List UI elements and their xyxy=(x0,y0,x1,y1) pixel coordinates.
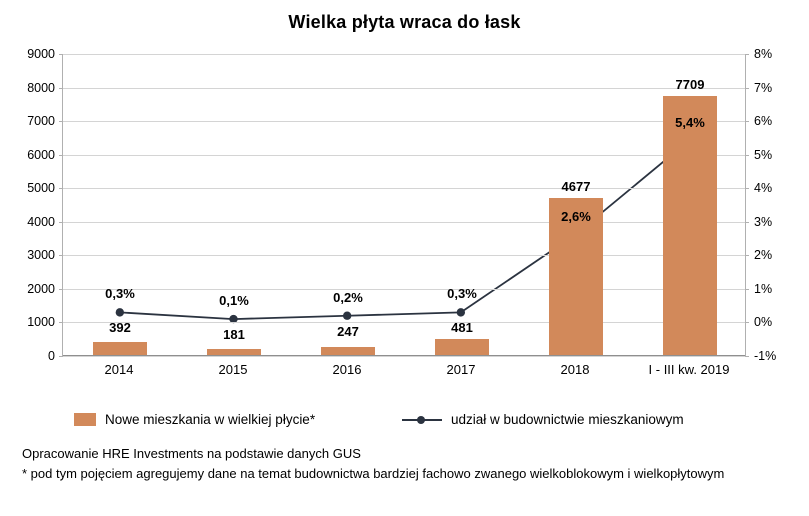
y-axis-right-tickmark xyxy=(745,255,749,256)
y-axis-left-tick-label: 0 xyxy=(48,349,55,363)
x-axis-tick-label: 2018 xyxy=(560,362,590,377)
y-axis-right-tick-label: 0% xyxy=(754,315,773,330)
gridline xyxy=(63,88,745,89)
y-axis-right-tickmark xyxy=(745,188,749,189)
line-value-label: 0,1% xyxy=(219,293,249,309)
y-axis-left-tick-label: 8000 xyxy=(27,80,55,95)
legend-swatch-bars xyxy=(74,413,96,426)
y-axis-right-tickmark xyxy=(745,322,749,323)
bar-value-label: 181 xyxy=(223,327,245,343)
gridline xyxy=(63,255,745,256)
gridline xyxy=(63,322,745,323)
y-axis-left-tickmark xyxy=(59,54,63,55)
gridline xyxy=(63,121,745,122)
line-value-label: 0,3% xyxy=(105,286,135,302)
line-series-marker xyxy=(457,308,465,316)
bar xyxy=(207,349,261,355)
y-axis-right-tickmark xyxy=(745,155,749,156)
y-axis-left-tickmark xyxy=(59,155,63,156)
y-axis-left-tickmark xyxy=(59,289,63,290)
legend-line-marker xyxy=(417,416,425,424)
legend-label-line: udział w budownictwie mieszkaniowym xyxy=(451,412,684,427)
y-axis-right-tick-label: 7% xyxy=(754,80,773,95)
y-axis-left-tick-label: 6000 xyxy=(27,147,55,162)
gridline xyxy=(63,222,745,223)
x-axis-tick-label: 2015 xyxy=(218,362,248,377)
y-axis-right-tickmark xyxy=(745,88,749,89)
bar xyxy=(663,96,717,355)
y-axis-left-tick-label: 7000 xyxy=(27,114,55,129)
legend-label-bars: Nowe mieszkania w wielkiej płycie* xyxy=(105,412,316,427)
y-axis-right-tick-label: 6% xyxy=(754,114,773,129)
line-series-overlay xyxy=(63,54,745,356)
y-axis-right-tick-label: 5% xyxy=(754,147,773,162)
x-axis-tick-label: 2016 xyxy=(332,362,362,377)
y-axis-right-tickmark xyxy=(745,356,749,357)
plot-area xyxy=(27,47,777,363)
chart-legend xyxy=(62,408,746,438)
bar xyxy=(93,342,147,355)
y-axis-left-tickmark xyxy=(59,88,63,89)
line-value-label: 5,4% xyxy=(675,115,705,131)
y-axis-left-tickmark xyxy=(59,222,63,223)
y-axis-right-tickmark xyxy=(745,289,749,290)
line-value-label: 0,2% xyxy=(333,289,363,305)
y-axis-left-tickmark xyxy=(59,322,63,323)
y-axis-right-tickmark xyxy=(745,222,749,223)
gridline xyxy=(63,188,745,189)
bar-value-label: 247 xyxy=(337,323,359,339)
bar xyxy=(435,339,489,355)
legend-item-bars xyxy=(74,412,315,427)
gridline xyxy=(63,356,745,357)
gridline xyxy=(63,289,745,290)
y-axis-left-tickmark xyxy=(59,188,63,189)
footnotes xyxy=(22,444,792,484)
gridline xyxy=(63,155,745,156)
y-axis-left-tick-label: 2000 xyxy=(27,281,55,296)
bar-value-label: 7709 xyxy=(675,77,705,93)
y-axis-left-tick-label: 5000 xyxy=(27,181,55,196)
y-axis-right-tick-label: 8% xyxy=(754,47,773,61)
line-series-marker xyxy=(116,308,124,316)
y-axis-right-tickmark xyxy=(745,121,749,122)
y-axis-left-tick-label: 1000 xyxy=(27,315,55,330)
y-axis-right-tick-label: 3% xyxy=(754,214,773,229)
gridline xyxy=(63,54,745,55)
y-axis-left-tick-label: 9000 xyxy=(27,47,55,61)
legend-marker-line xyxy=(402,414,442,426)
y-axis-left-tickmark xyxy=(59,121,63,122)
line-value-label: 2,6% xyxy=(561,209,591,225)
x-axis-tick-label: I - III kw. 2019 xyxy=(648,362,730,377)
x-axis-tick-label: 2017 xyxy=(446,362,476,377)
x-axis-line xyxy=(63,355,745,356)
legend-item-line xyxy=(402,412,684,427)
footnote-note: * pod tym pojęciem agregujemy dane na temat budownictwa bardziej fachowo zwanego wielkoblokowym i wielkopłytowym xyxy=(22,466,725,482)
bar-value-label: 392 xyxy=(109,320,131,336)
bar xyxy=(321,347,375,355)
bar-value-label: 4677 xyxy=(561,179,591,195)
y-axis-left-tickmark xyxy=(59,255,63,256)
y-axis-left-tick-label: 4000 xyxy=(27,214,55,229)
line-series-marker xyxy=(343,312,351,320)
x-axis-tick-label: 2014 xyxy=(104,362,134,377)
y-axis-left-tick-label: 3000 xyxy=(27,248,55,263)
line-value-label: 0,3% xyxy=(447,286,477,302)
footnote-source: Opracowanie HRE Investments na podstawie danych GUS xyxy=(22,446,361,461)
bar-value-label: 481 xyxy=(451,320,473,336)
y-axis-left-tickmark xyxy=(59,356,63,357)
y-axis-right-tick-label: 4% xyxy=(754,181,773,196)
y-axis-right-tick-label: -1% xyxy=(754,349,777,363)
y-axis-right-tickmark xyxy=(745,54,749,55)
y-axis-right-tick-label: 1% xyxy=(754,281,773,296)
y-axis-right-tick-label: 2% xyxy=(754,248,773,263)
chart-title: Wielka płyta wraca do łask xyxy=(288,12,521,32)
